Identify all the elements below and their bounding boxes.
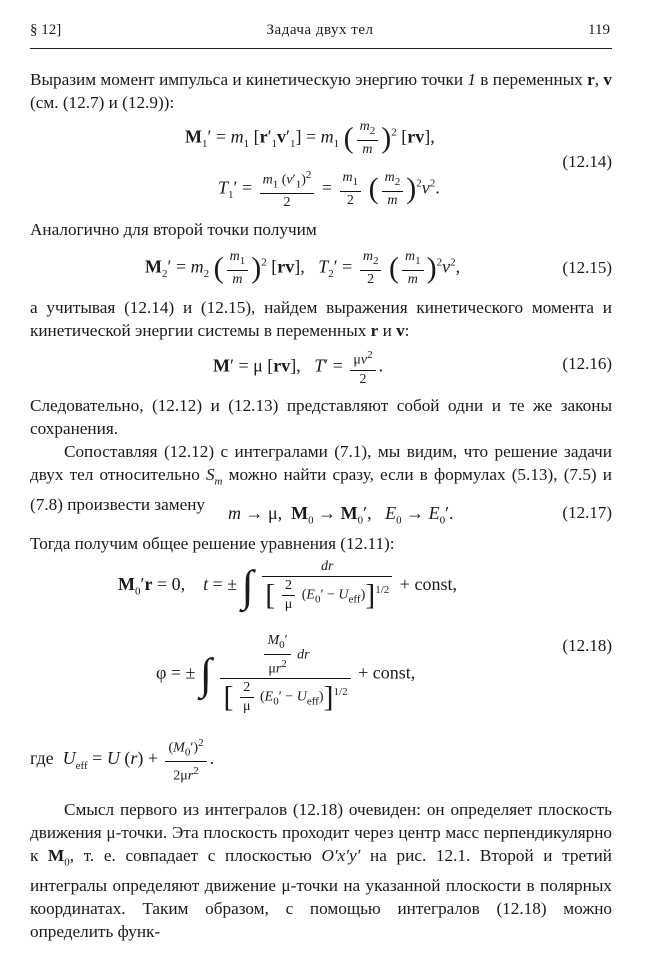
paragraph-4: Следовательно, (12.12) и (12.13) представляют собой одни и те же законы сохранения.: [30, 396, 612, 438]
equation-u-eff: где $U_{eff} = U$ (r) + $\frac{(M_0')^2}{2\mu r^2}$ .: [30, 734, 214, 786]
paragraph-6: Тогда получим общее решение уравнения (12.11):: [30, 534, 395, 553]
paragraph-1: Выразим момент импульса и кинетическую энергию точки 1 в переменных r, v (см. (12.7) и (12.9)):: [30, 70, 612, 112]
equation-number-12-17: (12.17): [562, 503, 612, 522]
running-header: [30, 22, 610, 48]
equation-12-14-a: $M_1' = m_1$ $[r'_1v'_1] = m_1$ ( $\frac{m_2}{m}$ )$^2$ [rv],: [185, 119, 435, 157]
equation-number-12-18: (12.18): [562, 636, 612, 655]
equation-12-17: m → μ, $M_0 \to M_0'$, $E_0 \to E_0'$.: [228, 503, 454, 527]
equation-number-12-15: (12.15): [562, 258, 612, 277]
header-rule: [30, 48, 612, 49]
equation-12-14-b: $T_1'$ = $\frac{m_1 (v'_1)^2}{2}$ = $\frac{m_1}{2}$ ( $\frac{m_2}{m}$ )$^2v^2$.: [218, 166, 440, 212]
chapter-title: Задача двух тел: [266, 22, 374, 38]
paragraph-5: Сопоставляя (12.12) с интегралами (7.1), мы видим, что решение задачи двух тел относительно $S_m$ можно найти сразу, если в формулах (5.13), (7.5) и (7.8) произвести замену: [30, 442, 612, 515]
paragraph-3: а учитывая (12.14) и (12.15), найдем выражения кинетического момента и кинетической энергии системы в переменных r и v:: [30, 298, 612, 340]
const-term: + const,: [399, 574, 457, 595]
paragraph-8: Смысл первого из интегралов (12.18) очевиден: он определяет плоскость движения μ-точки. Эта плоскость проходит через центр масс перпендикулярно к $M_0$, т. е. совпадает с плоскостью O′x′y′ на рис. 12.1. Второй и третий интегралы определяют движение μ-точки на указанной плоскости в полярных координатах. Таким образом, с помощью интегралов (12.18) можно определить функ-: [30, 800, 613, 942]
const-term-2: + const,: [358, 662, 416, 683]
equation-12-15: $M_2' = m_2$ ( $\frac{m_1}{m}$ )$^2$ [rv], $T_2'$ = $\frac{m_2}{2}$ ( $\frac{m_1}{m}$ )$^2v^2$,: [145, 249, 461, 287]
equation-12-16: M′ = μ [rv], T′ = $\frac{\mu v^2}{2}$ .: [213, 346, 383, 389]
equation-number-12-14: (12.14): [562, 152, 612, 171]
equation-number-12-16: (12.16): [562, 354, 612, 373]
equation-12-18-a: $M_0'r = 0$, t = ± ∫ dr [ $\frac{2}{\mu}$ $(E_0' - U_{eff})]^{1/2}$ + const,: [118, 559, 457, 612]
where-label: где: [30, 748, 54, 769]
section-mark: § 12]: [30, 22, 62, 38]
equation-12-18-b: φ = ± ∫ $\frac{M_0'}{\mu r^2}$ dr [ $\frac{2}{\mu}$ $(E_0' - U_{eff})]^{1/2}$ + const,: [156, 633, 416, 715]
paragraph-2: Аналогично для второй точки получим: [30, 220, 317, 239]
page-number: 119: [588, 22, 610, 38]
